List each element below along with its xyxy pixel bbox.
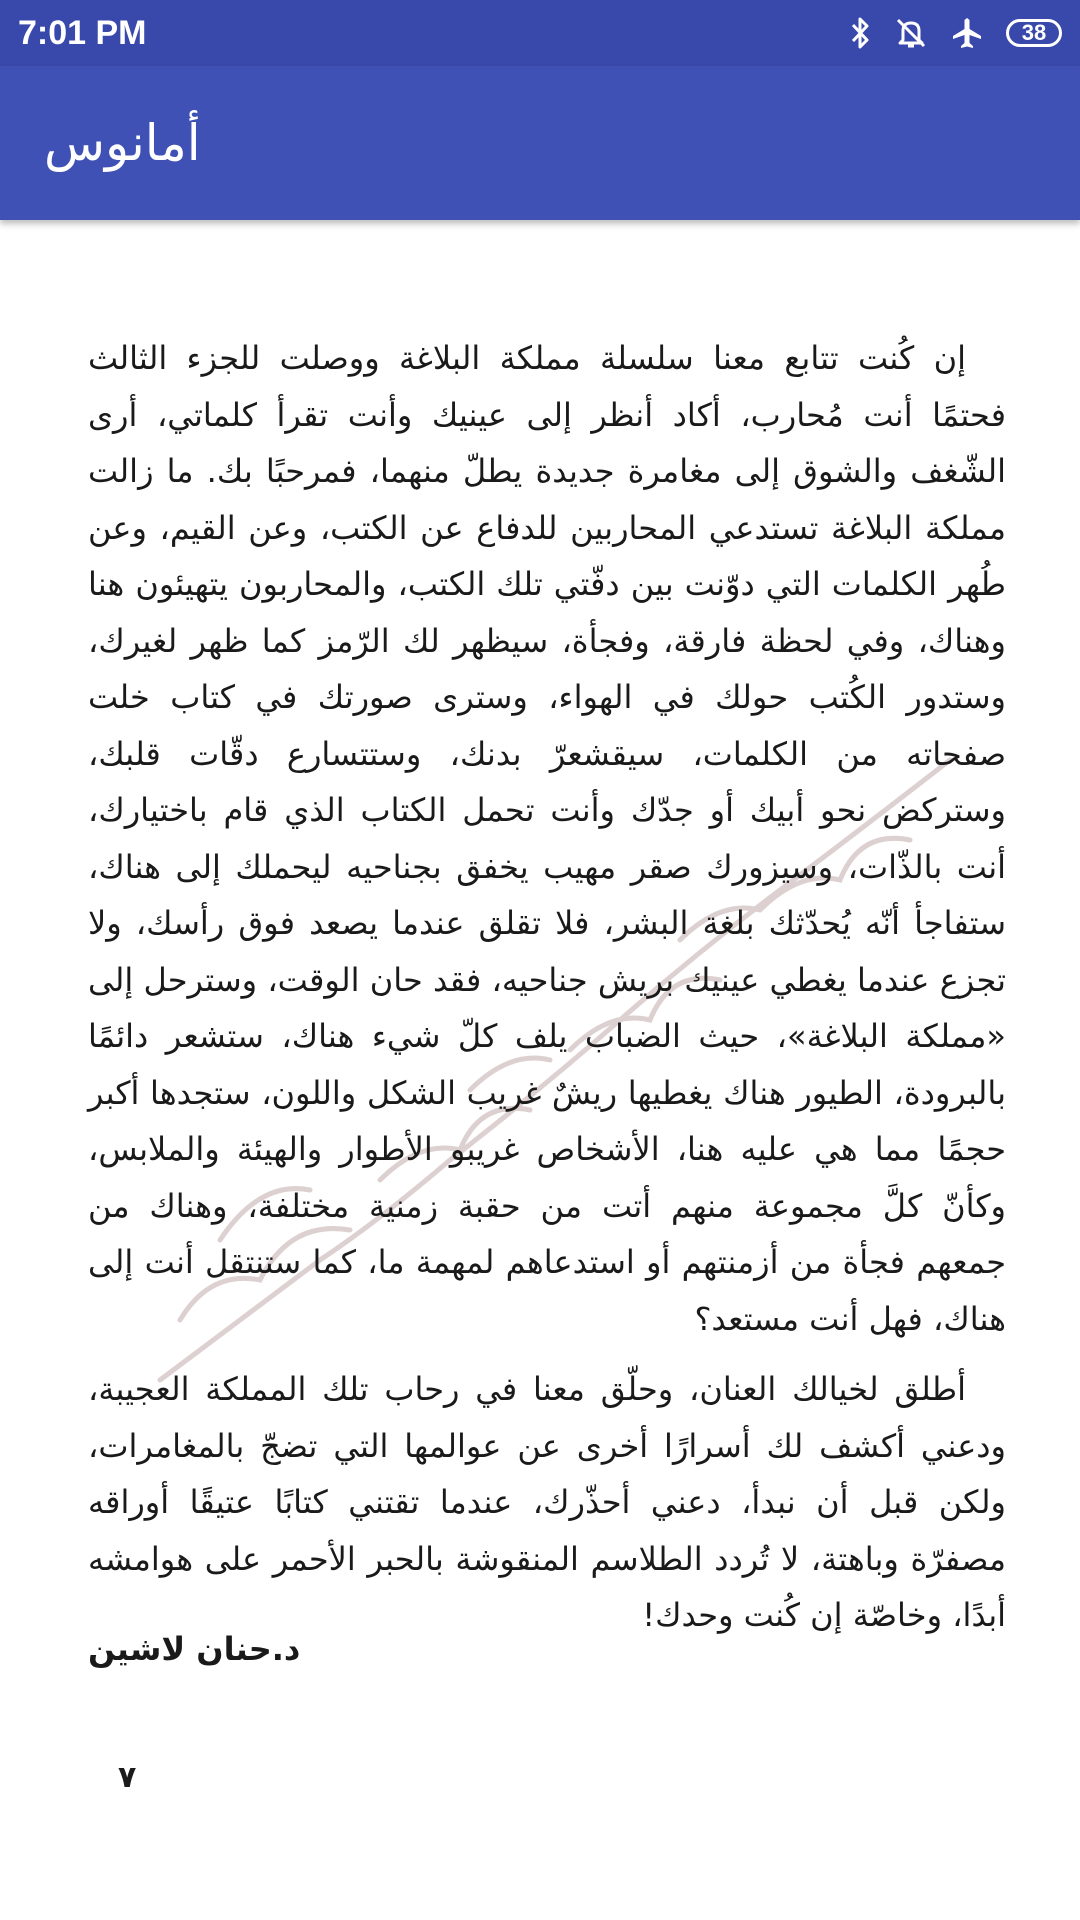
paragraph: أطلق لخيالك العنان، وحلّق معنا في رحاب تلك المملكة العجيبة، ودعني أكشف لك أسرارًا أخرى عن عوالمها التي تضجّ بالمغامرات، ولكن قبل أن نبدأ، دعني أحذّرك، عندما تقتني كتابًا عتيقًا أوراقه مصفرّة وباهتة، لا تُردد الطلاسم المنقوشة بالحبر الأحمر على هوامشه أبدًا، وخاصّة إن كُنت وحدك! [88, 1370, 1006, 1634]
mute-icon [894, 16, 928, 50]
status-time: 7:01 PM [18, 13, 147, 52]
app-title: أمانوس [44, 114, 201, 172]
page-number: ٧ [118, 1760, 137, 1795]
bluetooth-icon [850, 16, 872, 50]
app-bar [0, 66, 1080, 220]
status-bar [0, 0, 1080, 66]
book-text [88, 330, 1006, 1644]
airplane-icon [950, 16, 984, 50]
battery-icon [1006, 19, 1062, 47]
battery-level: 38 [1021, 20, 1047, 45]
author-signature: د.حنان لاشين [88, 1630, 301, 1668]
paragraph: إن كُنت تتابع معنا سلسلة مملكة البلاغة ووصلت للجزء الثالث فحتمًا أنت مُحارب، أكاد أنظر إلى عينيك وأنت تقرأ كلماتي، أرى الشّغف والشوق إلى مغامرة جديدة يطلّ منهما، فمرحبًا بك. ما زالت مملكة البلاغة تستدعي المحاربين للدفاع عن الكتب، وعن القيم، وعن طُهر الكلمات التي دوّنت بين دفّتي تلك الكتب، والمحاربون يتهيئون هنا وهناك، وفي لحظة فارقة، وفجأة، سيظهر لك الرّمز كما ظهر لغيرك، وستدور الكُتب حولك في الهواء، وسترى صورتك في كتاب خلت صفحاته من الكلمات، سيقشعرّ بدنك، وستتسارع دقّات قلبك، وستركض نحو أبيك أو جدّك وأنت تحمل الكتاب الذي قام باختيارك، أنت بالذّات، وسيزورك صقر مهيب يخفق بجناحيه ليحملك إلى هناك، ستفاجأ أنّه يُحدّثك بلغة البشر، فلا تقلق عندما يصعد فوق رأسك، ولا تجزع عندما يغطي عينيك بريش جناحيه، فقد حان الوقت، وسترحل إلى «مملكة البلاغة»، حيث الضباب يلف كلّ شيء هناك، ستشعر دائمًا بالبرودة، الطيور هناك يغطيها ريشٌ غريب الشكل واللون، ستجدها أكبر حجمًا مما هي عليه هنا، الأشخاص غريبو الأطوار والهيئة والملابس، وكأنّ كلَّ مجموعة منهم أتت من حقبة زمنية مختلفة، وهناك من جمعهم فجأة من أزمنتهم أو استدعاهم لمهمة ما، كما ستنتقل أنت إلى هناك، فهل أنت مستعد؟ [88, 339, 1006, 1338]
status-icons [850, 16, 1062, 50]
